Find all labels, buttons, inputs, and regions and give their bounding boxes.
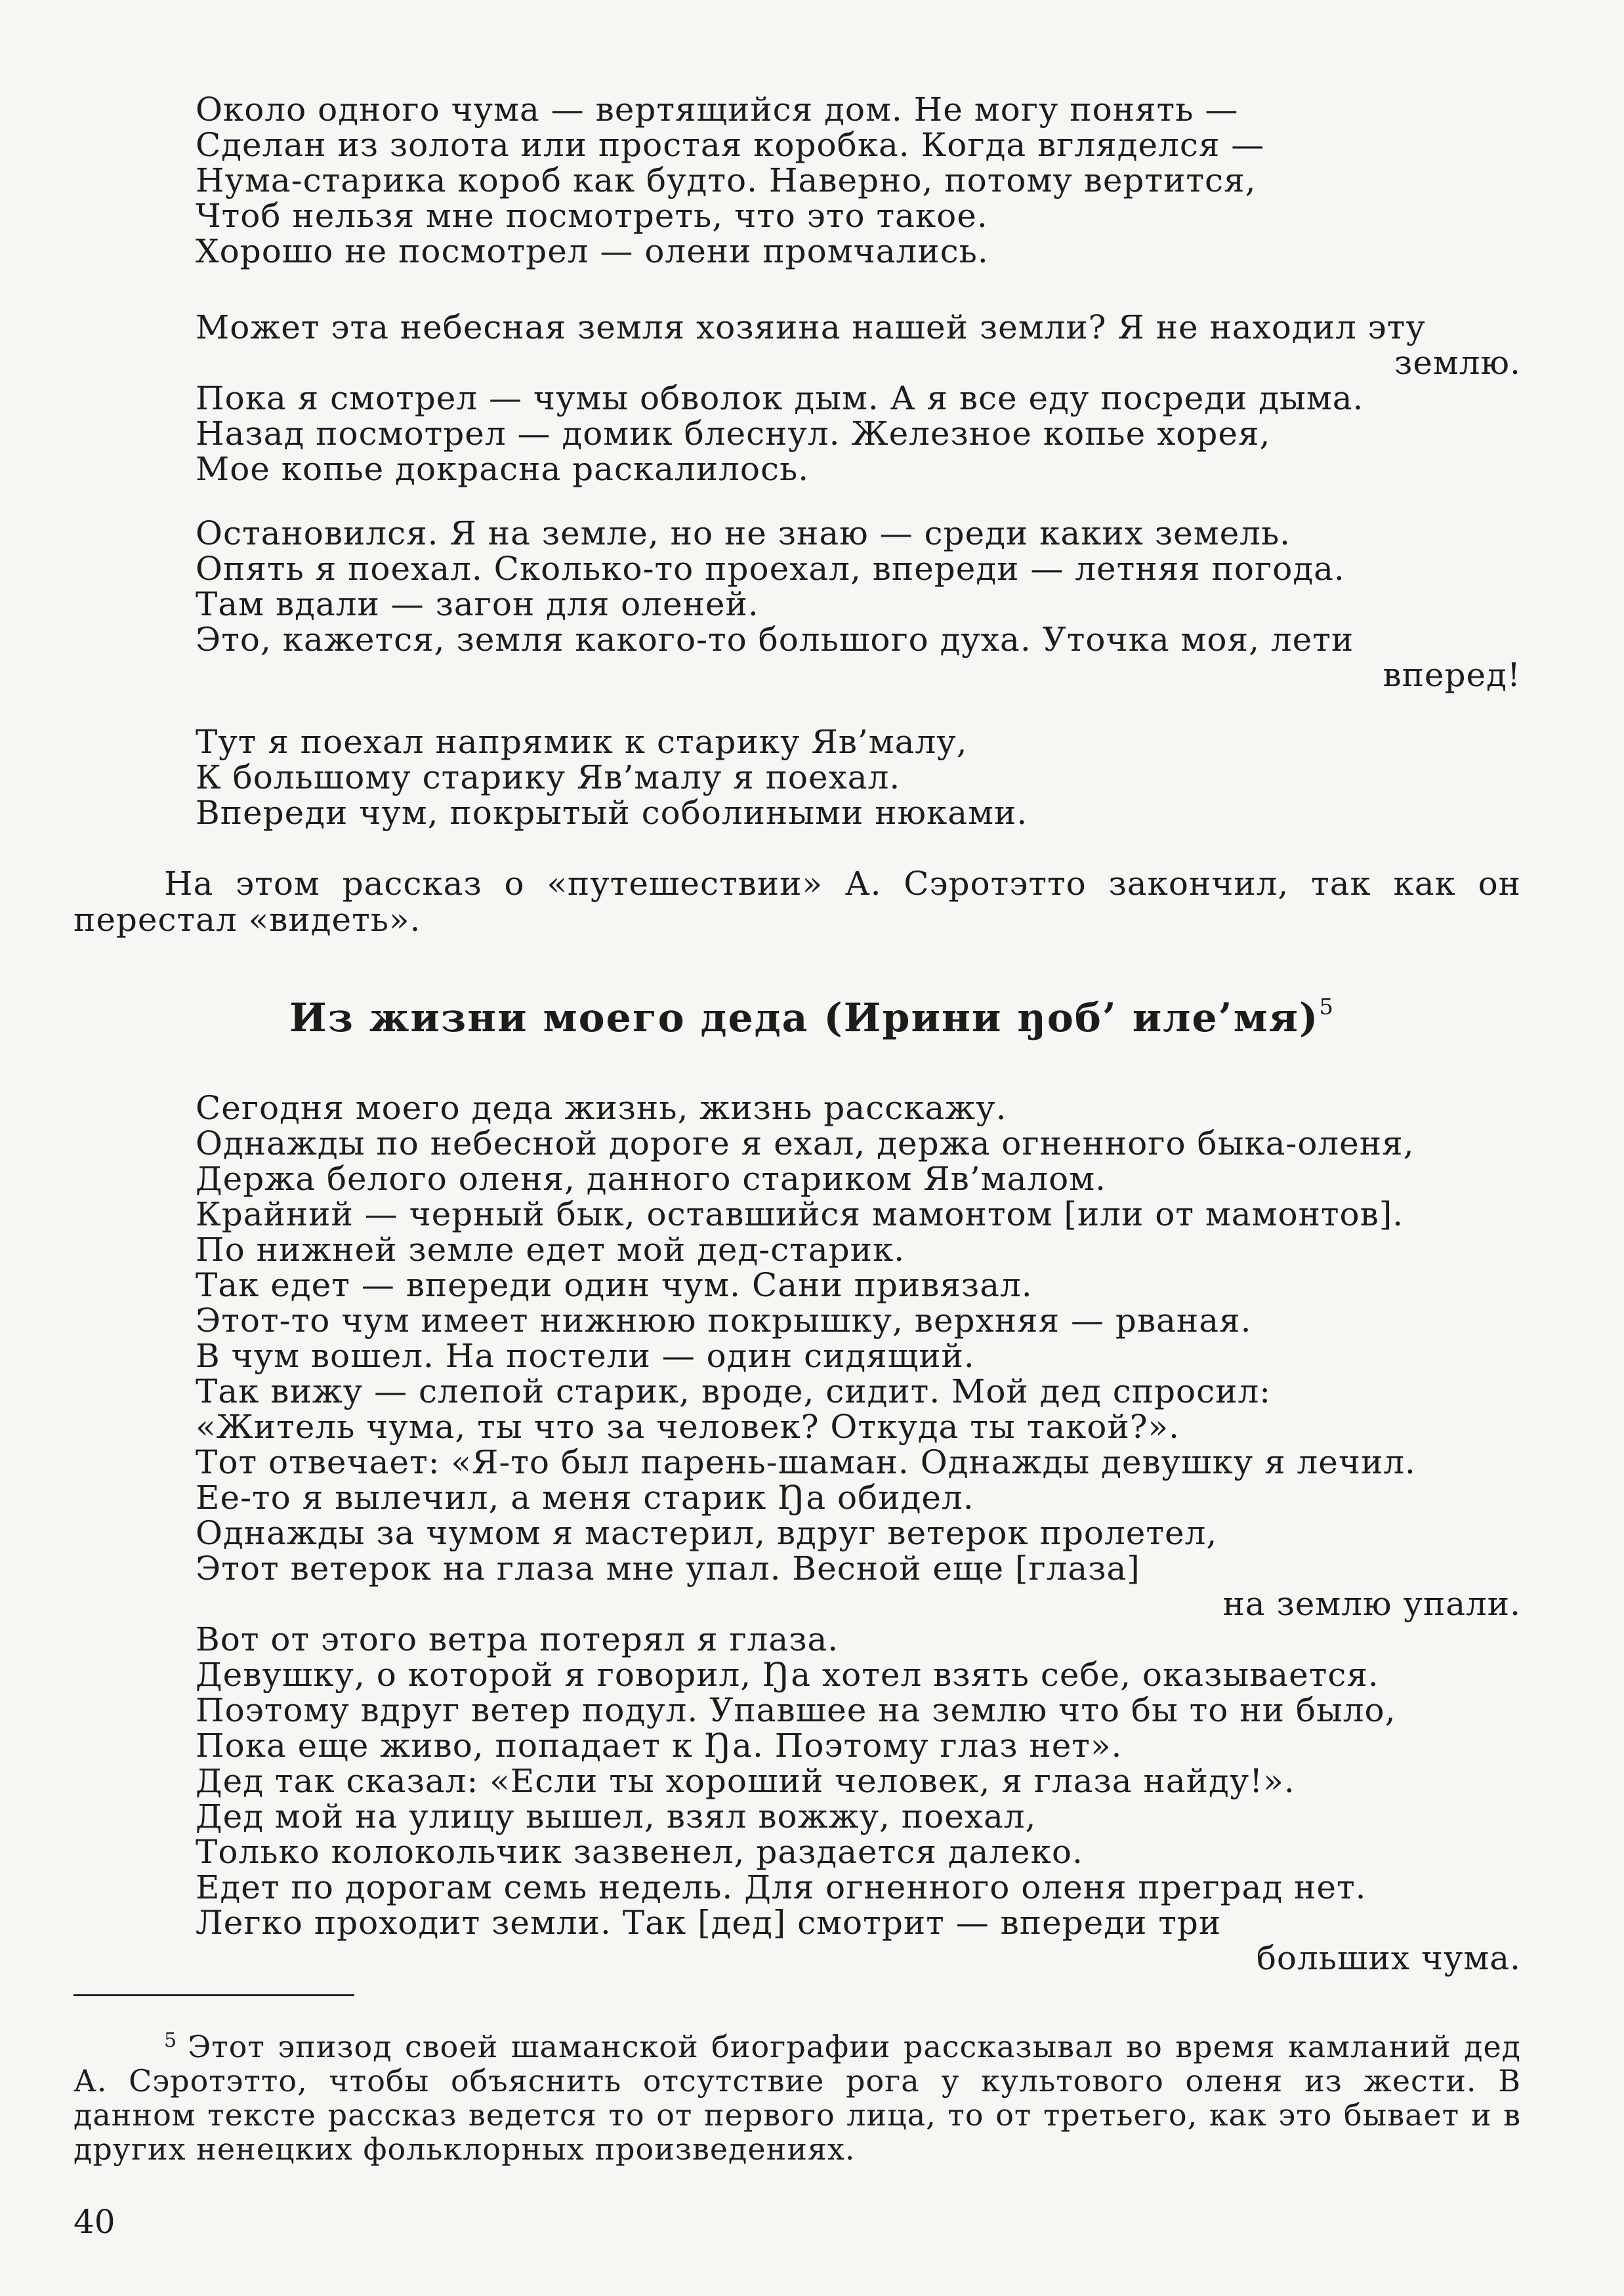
footnote-divider — [73, 1994, 354, 1996]
poem-line: Сегодня моего деда жизнь, жизнь расскажу. — [196, 1089, 1007, 1127]
poem-line: Дед мой на улицу вышел, взял вожжу, поехал, — [196, 1797, 1037, 1835]
poem-line: Остановился. Я на земле, но не знаю — среди каких земель. — [196, 514, 1291, 552]
section-heading — [0, 994, 1624, 1041]
poem-line: Легко проходит земли. Так [дед] смотрит — впереди три — [196, 1904, 1222, 1942]
poem-line: Может эта небесная земля хозяина нашей земли? Я не находил эту — [196, 308, 1426, 346]
page-number: 40 — [73, 2203, 115, 2241]
poem-stanza-2 — [196, 310, 1521, 487]
footnote-marker: 5 — [164, 2029, 178, 2052]
poem-line: Хорошо не посмотрел — олени промчались. — [196, 232, 989, 270]
poem-line: Едет по дорогам семь недель. Для огненного оленя преград нет. — [196, 1868, 1367, 1906]
poem-line: Крайний — черный бык, оставшийся мамонтом [или от мамонтов]. — [196, 1195, 1404, 1233]
poem-line: Дед так сказал: «Если ты хороший человек, я глаза найду!». — [196, 1762, 1295, 1800]
poem-line: Пока еще живо, попадает к Ŋа. Поэтому глаз нет». — [196, 1727, 1123, 1765]
section-title: Из жизни моего деда (Ирини ŋоб’ иле’мя) — [289, 995, 1320, 1041]
poem-line: «Житель чума, ты что за человек? Откуда ты такой?». — [196, 1408, 1180, 1446]
poem-line: Этот-то чум имеет нижнюю покрышку, верхняя — рваная. — [196, 1302, 1252, 1340]
poem-line: Впереди чум, покрытый соболиными нюками. — [196, 794, 1028, 832]
poem-line: Поэтому вдруг ветер подул. Упавшее на землю что бы то ни было, — [196, 1691, 1396, 1729]
poem-line: Чтоб нельзя мне посмотреть, что это такое. — [196, 197, 988, 235]
poem-line: Мое копье докрасна раскалилось. — [196, 450, 810, 488]
poem-line-continuation: вперед! — [1383, 656, 1521, 694]
poem-stanza-4 — [196, 724, 1521, 830]
poem-line: Назад посмотрел — домик блеснул. Железное копье хорея, — [196, 415, 1271, 453]
poem-line: Девушку, о которой я говорил, Ŋа хотел взять себе, оказывается. — [196, 1656, 1379, 1694]
poem-line: В чум вошел. На постели — один сидящий. — [196, 1337, 975, 1375]
footnote — [73, 2024, 1521, 2166]
poem-line: Вот от этого ветра потерял я глаза. — [196, 1620, 839, 1658]
poem-line-continuation: на землю упали. — [1222, 1585, 1521, 1623]
poem-line: Однажды за чумом я мастерил, вдруг ветерок пролетел, — [196, 1514, 1218, 1552]
poem-line: Так вижу — слепой старик, вроде, сидит. Мой дед спросил: — [196, 1372, 1272, 1410]
poem-line: Там вдали — загон для оленей. — [196, 585, 759, 623]
poem-line: Это, кажется, земля какого-то большого духа. Уточка моя, лети — [196, 621, 1354, 659]
poem-line: Нума-старика короб как будто. Наверно, потому вертится, — [196, 161, 1257, 199]
poem-stanza-1 — [196, 92, 1521, 269]
footnote-reference: 5 — [1319, 994, 1335, 1020]
poem-line: Этот ветерок на глаза мне упал. Весной еще [глаза] — [196, 1549, 1140, 1588]
poem-stanza-5 — [196, 1090, 1521, 1976]
poem-line: Так едет — впереди один чум. Сани привязал. — [196, 1266, 1033, 1304]
prose-paragraph — [73, 866, 1521, 938]
prose-text: На этом рассказ о «путешествии» А. Сэротэтто закончил, так как он перестал «видеть». — [73, 865, 1521, 939]
poem-line-continuation: землю. — [1394, 344, 1521, 382]
poem-line: Тут я поехал напрямик к старику Яв’малу, — [196, 723, 968, 761]
poem-stanza-3 — [196, 516, 1521, 693]
poem-line: К большому старику Яв’малу я поехал. — [196, 758, 901, 796]
poem-line: По нижней земле едет мой дед-старик. — [196, 1231, 906, 1269]
poem-line: Около одного чума — вертящийся дом. Не могу понять — — [196, 91, 1239, 129]
poem-line: Ее-то я вылечил, а меня старик Ŋа обидел. — [196, 1479, 974, 1517]
poem-line: Сделан из золота или простая коробка. Когда вгляделся — — [196, 126, 1265, 164]
poem-line-continuation: больших чума. — [1256, 1939, 1521, 1977]
footnote-text: Этот эпизод своей шаманской биографии рассказывал во время камланий дед А. Сэротэтто, чтобы объяснить отсутствие рога у культового оленя из жести. В данном тексте рассказ ведется то от первого лица, то от третьего, как это бывает и в других ненецких фольклорных произведениях. — [73, 2029, 1521, 2167]
poem-line: Однажды по небесной дороге я ехал, держа огненного быка-оленя, — [196, 1124, 1415, 1162]
poem-line: Пока я смотрел — чумы обволок дым. А я все еду посреди дыма. — [196, 379, 1364, 417]
poem-line: Тот отвечает: «Я-то был парень-шаман. Однажды девушку я лечил. — [196, 1443, 1416, 1481]
poem-line: Опять я поехал. Сколько-то проехал, впереди — летняя погода. — [196, 550, 1345, 588]
poem-line: Держа белого оленя, данного стариком Яв’малом. — [196, 1160, 1107, 1198]
poem-line: Только колокольчик зазвенел, раздается далеко. — [196, 1833, 1083, 1871]
